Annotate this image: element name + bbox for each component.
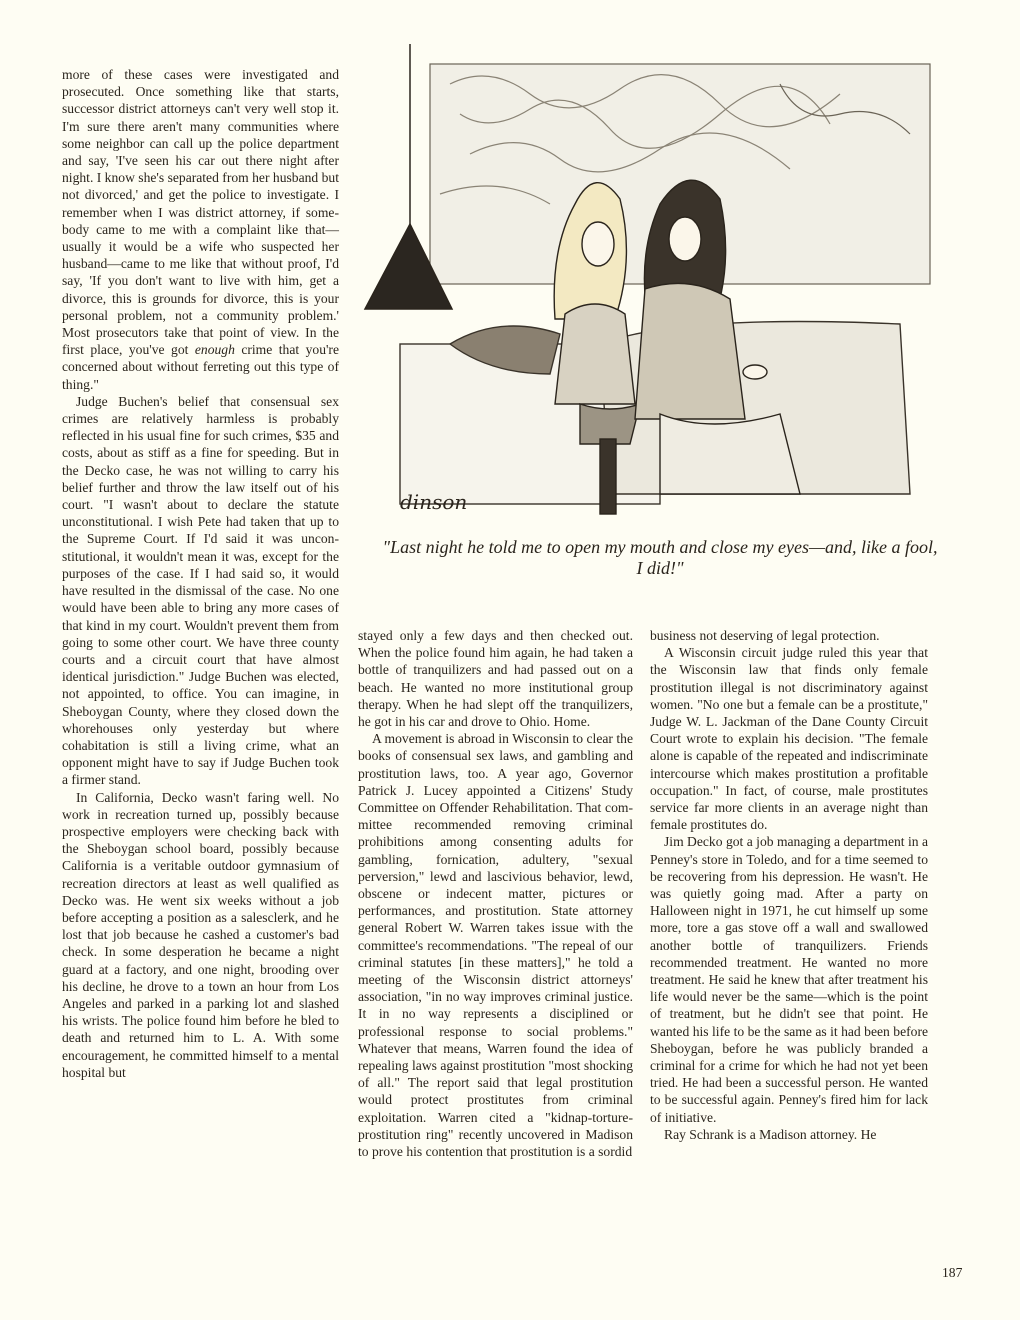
text-column-2: [358, 627, 633, 1160]
cartoon-caption: "Last night he told me to open my mouth and close my eyes—and, like a fool, I did!": [382, 537, 938, 578]
paragraph: Judge Buchen's belief that consensual sex crimes are relatively harmless is probably reflected in his usual fine for such crimes, $35 and costs, about as stiff as a fine for speeding. But in the Decko case, he was not willing to carry his belief further and throw the law itself out of his court. "I wasn't about to declare the statute unconstitutional. I wish Pete had taken that up to the Supreme Court. If I'd said it was unconstitutional, it wouldn't mean it was, except for the purposes of the case. If I had said so, it would have resulted in the dismissal of the case. No one would have been able to bring any more cases of that kind in my court. Wouldn't prevent them from going to some other court. We have three county courts and a circuit court that have almost identical jurisdiction." Judge Buchen was elected, not appointed, to office. You can imagine, in Sheboygan County, where they closed down the whorehouses only yesterday but where cohabitation is still a living crime, what an opponent might have to say if Judge Buchen took a firmer stand.: [62, 393, 339, 788]
paragraph: more of these cases were investigated and prosecuted. Once something like that starts, successor district attorneys can't very well stop it. I'm sure there aren't many communities where some neighbor can call up the police department and say, 'I've seen his car out there night after night. I know she's separated from her husband but not divorced,' and get the police to investigate. I remember when I was district attorney, if somebody came to me with a complaint like that—usually it would be a wife who suspected her husband—came to me like that without proof, I'd say, 'If you don't want to live with him, get a divorce, this is grounds for divorce, this is your personal problem, not a community problem.' Most prosecutors take that point of view. In the first place, you've got enough crime that you're concerned about without ferreting out this type of thing.": [62, 67, 339, 392]
paragraph: A movement is abroad in Wisconsin to clear the books of consensual sex laws, and gambling and prostitution laws, too. A year ago, Governor Patrick J. Lucey appointed a Citizens' Study Committee on Offender Rehabilitation. That committee recommended removing criminal prohibitions among consenting adults for gambling, fornication, adultery, "sexual perversion," lewd and lascivious behavior, lewd, obscene or indecent matter, pictures or performances, and prostitution. State attorney general Robert W. Warren takes issue with the committee's recommendations. "The repeal of our criminal statutes [in these matters]," he told a meeting of the Wisconsin district attorneys' association, "in no way improves criminal justice. It in no way represents a disciplined or professional response to social problems." Whatever that means, Warren found the idea of repealing laws against prostitution "most shocking of all." The report said that legal prostitution would protect prostitutes from criminal exploitation. Warren cited a "kidnap-torture-prostitution ring" recently uncovered in Madison to prove his contention that prostitution is a sordid: [358, 731, 633, 1160]
paragraph: Ray Schrank is a Madison attorney. He: [664, 1126, 877, 1142]
paragraph: stayed only a few days and then checked out. When the police found him again, he had taken a bottle of tranquilizers and had passed out on a beach. He wanted no more institutional group therapy. When he had slept off the tranquilizers, he got in his car and drove to Ohio. Home.: [358, 628, 633, 730]
page-number: 187: [942, 1265, 963, 1280]
cartoon-illustration: [360, 44, 940, 524]
artist-signature: dinson: [400, 490, 468, 514]
italic-word: enough: [194, 342, 235, 358]
text-column-1: [62, 66, 339, 1081]
paragraph: A Wisconsin circuit judge ruled this year that the Wisconsin law that finds only female prostitution illegal is not discriminatory against women. "No one but a female can be a prostitute," Judge W. L. Jackman of the Dane County Circuit Court wrote to explain his decision. "The female alone is capable of the repeated and indiscriminate intercourse which makes prostitution a profitable occupation." In fact, of course, male prostitutes service far more clients in an average night than female prostitutes do.: [650, 645, 928, 833]
paragraph: business not deserving of legal protection.: [650, 628, 880, 643]
paragraph: Jim Decko got a job managing a department in a Penney's store in Toledo, and for a time seemed to be recovering from his depression. He wasn't. He was quietly going mad. After a party on Halloween night in 1971, he cut himself up some more, tore a gas stove off a wall and swallowed another bottle of tranquilizers. Friends recommended treatment. He wanted no more treatment. He said he knew that after treatment his life would never be the same—which is the point of treatment, but he didn't see that point. He wanted his life to be the same as it had been before Sheboygan, before he was publicly branded a criminal for a crime for which he had not yet been tried. He had been a successful person. He wanted to be successful again. Penney's fired him for lack of initiative.: [650, 834, 928, 1125]
paragraph: In California, Decko wasn't faring well. No work in recreation turned up, possibly because prospective employers were checking back with the Sheboygan school board, possibly because California is a veritable outdoor gymnasium of recreation directors at least as well qualified as Decko was. He went six weeks without a job before accepting a position as a salesclerk, and he lost that job because he cashed a customer's bad check. In some desperation he became a night guard at a factory, and one night, brooding over his decline, he drove to a town an hour from Los Angeles and parked in a parking lot and slashed his wrists. The police found him before he bled to death and returned him to L. A. With some encouragement, he committed himself to a mental hospital but: [62, 789, 339, 1080]
text-column-3: [650, 627, 928, 1143]
